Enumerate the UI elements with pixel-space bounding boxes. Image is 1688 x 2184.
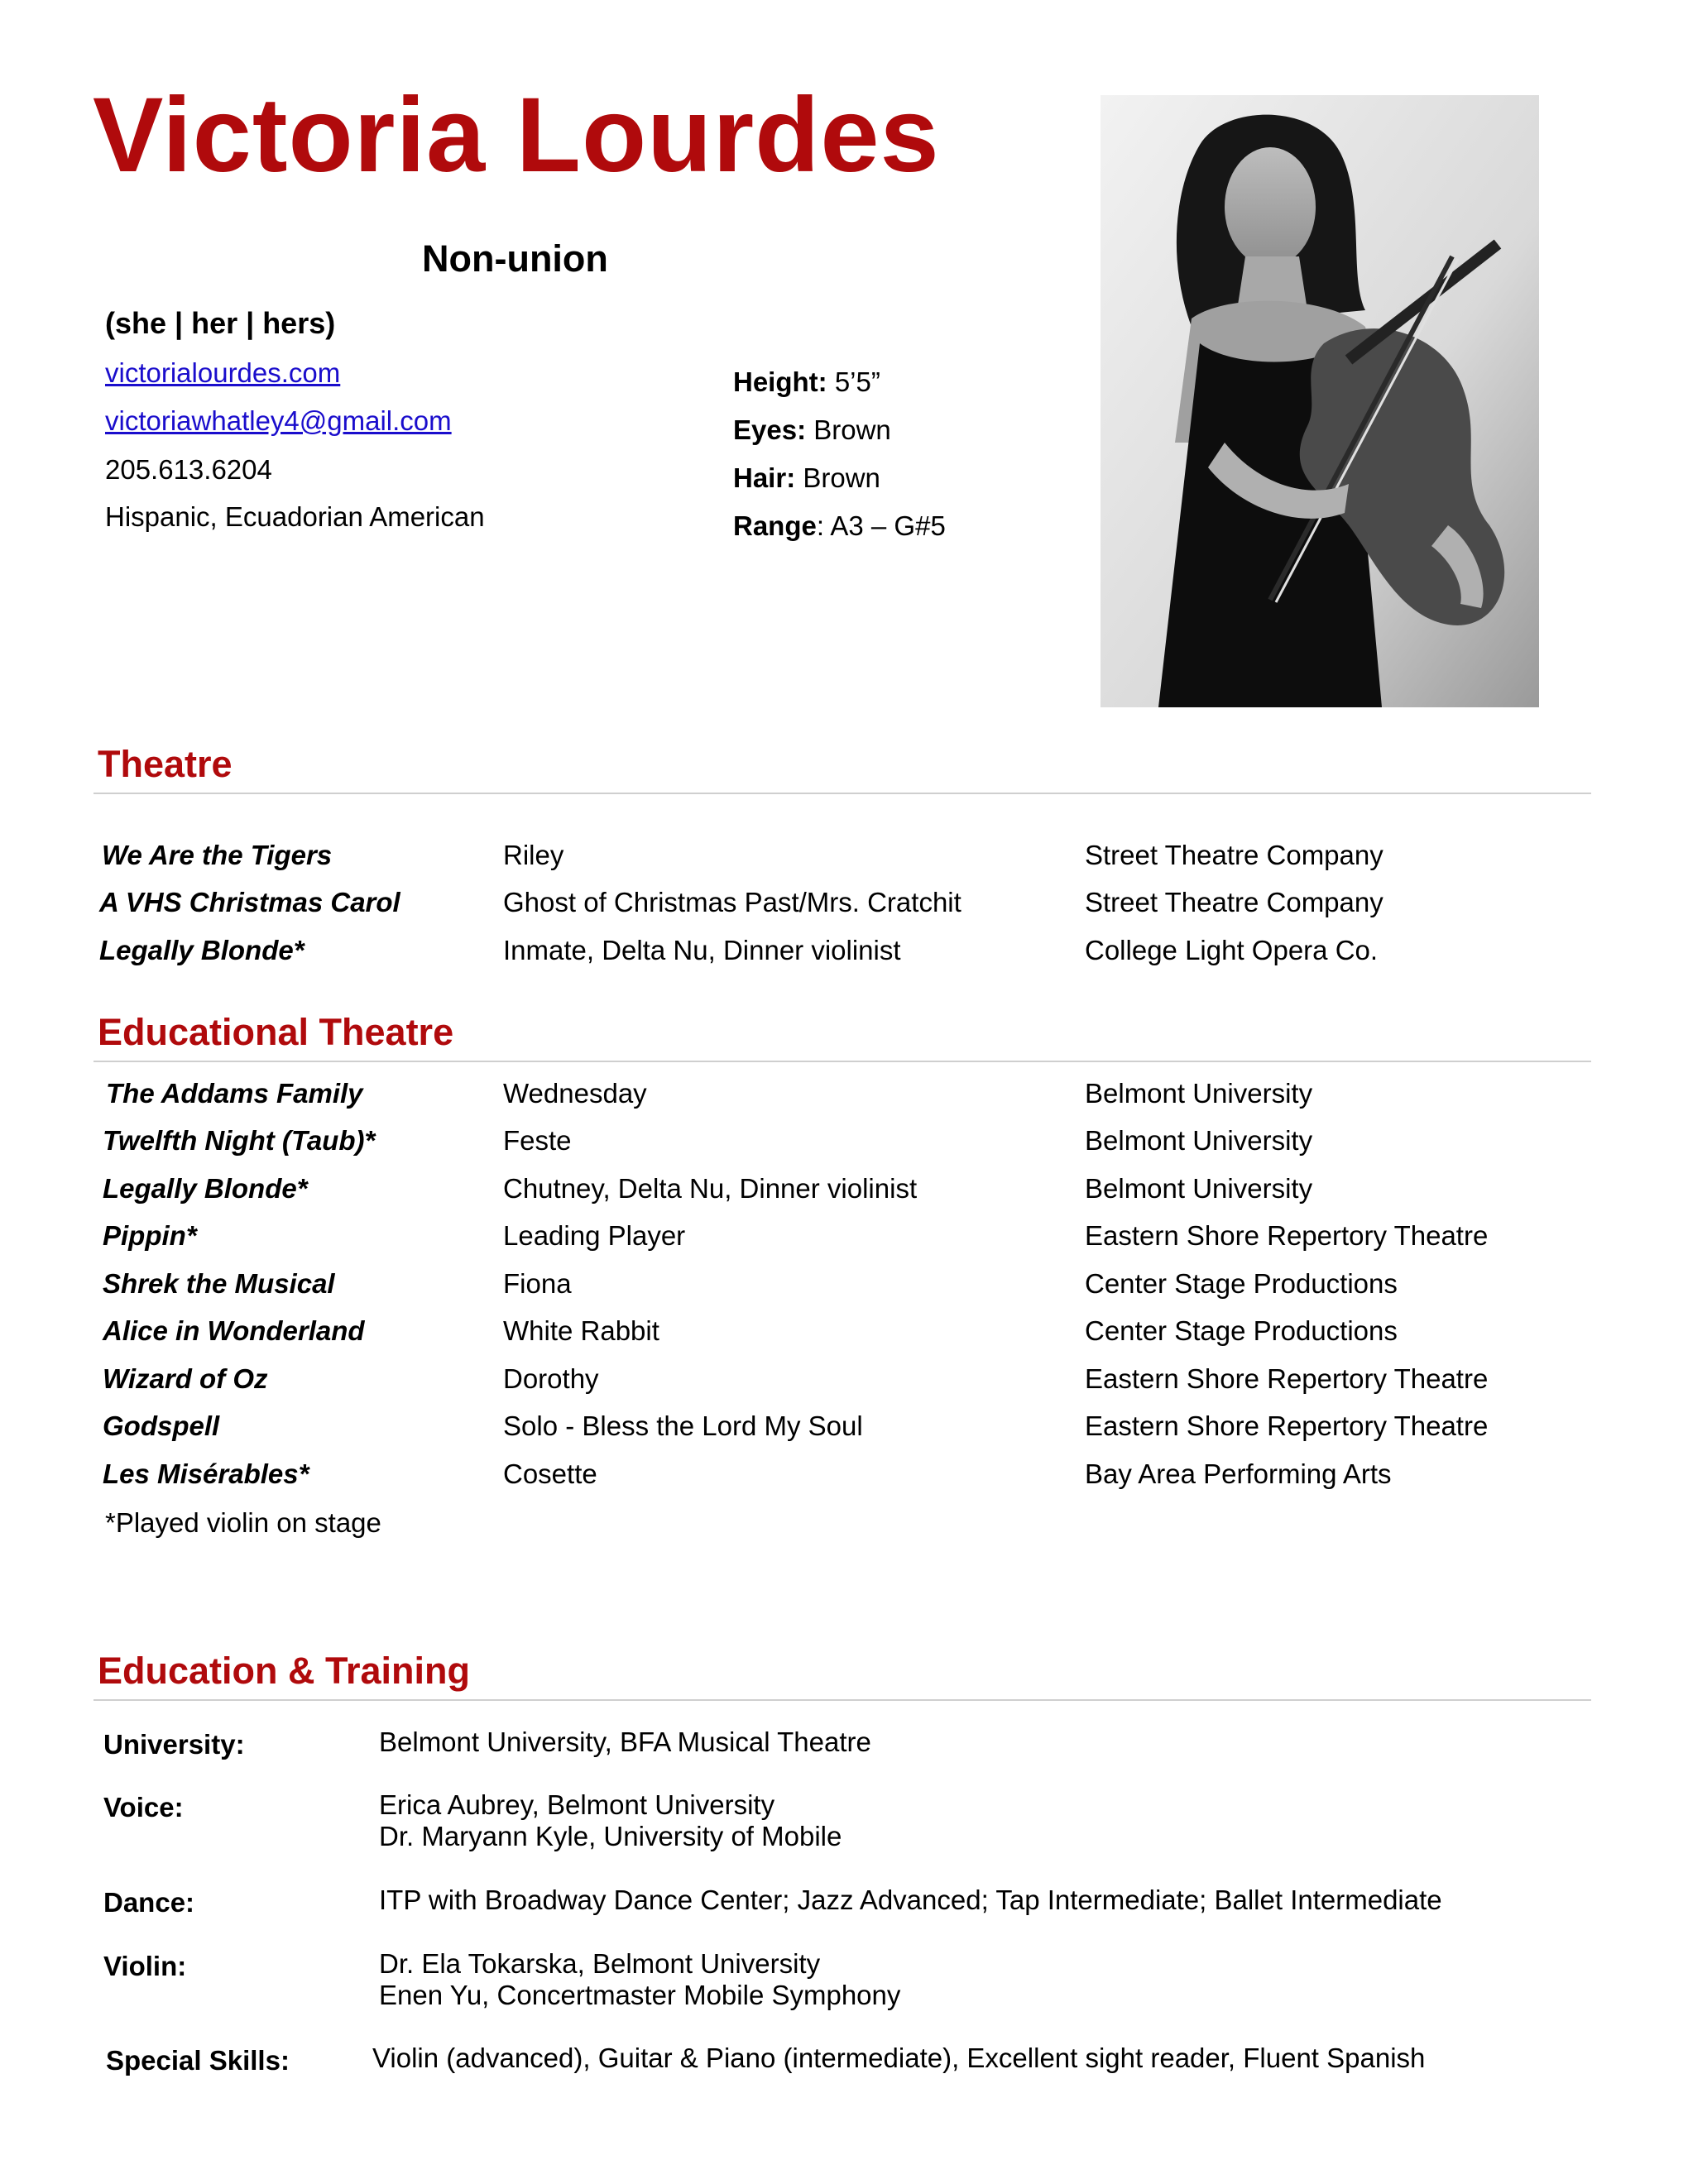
credit-company: Bay Area Performing Arts	[1085, 1458, 1392, 1489]
credit-role: Leading Player	[503, 1220, 686, 1251]
education-heading: Education & Training	[98, 1650, 471, 1692]
theatre-divider	[94, 793, 1591, 794]
credit-row	[0, 1363, 1688, 1405]
range-value: : A3 – G#5	[816, 510, 946, 541]
phone-number: 205.613.6204	[105, 454, 272, 485]
credit-company: College Light Opera Co.	[1085, 935, 1379, 965]
credit-role: Feste	[503, 1125, 572, 1156]
credit-show: We Are the Tigers	[102, 840, 333, 870]
credit-company: Center Stage Productions	[1085, 1315, 1398, 1346]
credit-row	[0, 1220, 1688, 1262]
credit-role: Chutney, Delta Nu, Dinner violinist	[503, 1173, 918, 1204]
eyes-stat	[733, 414, 891, 446]
range-stat	[733, 510, 946, 542]
credit-show: Wizard of Oz	[103, 1363, 268, 1394]
credit-company: Belmont University	[1085, 1125, 1313, 1156]
dance-text: ITP with Broadway Dance Center; Jazz Advanced; Tap Intermediate; Ballet Intermediate	[379, 1885, 1442, 1915]
credit-company: Eastern Shore Repertory Theatre	[1085, 1363, 1489, 1394]
university-label: University:	[103, 1729, 245, 1760]
credit-show: Legally Blonde*	[99, 935, 305, 965]
credit-row	[0, 1268, 1688, 1310]
credit-row	[0, 1125, 1688, 1166]
actor-name: Victoria Lourdes	[93, 76, 940, 194]
credit-row	[0, 935, 1688, 976]
educational-theatre-divider	[94, 1061, 1591, 1062]
website-link[interactable]: victorialourdes.com	[105, 357, 341, 388]
credit-row	[0, 1458, 1688, 1500]
credit-show: The Addams Family	[106, 1078, 363, 1109]
union-status: Non-union	[422, 237, 608, 280]
hair-label: Hair:	[733, 462, 796, 493]
hair-value: Brown	[795, 462, 880, 493]
educational-theatre-heading: Educational Theatre	[98, 1011, 454, 1053]
violin-teacher-1: Dr. Ela Tokarska, Belmont University	[379, 1948, 821, 1979]
credit-role: Wednesday	[503, 1078, 647, 1109]
credit-show: Shrek the Musical	[103, 1268, 335, 1299]
credit-role: Ghost of Christmas Past/Mrs. Cratchit	[503, 887, 961, 917]
violin-label: Violin:	[103, 1951, 187, 1981]
headshot-illustration	[1101, 95, 1539, 707]
headshot-photo	[1101, 95, 1539, 707]
credit-role: Cosette	[503, 1458, 597, 1489]
credit-company: Center Stage Productions	[1085, 1268, 1398, 1299]
credit-role: Fiona	[503, 1268, 572, 1299]
credit-row	[0, 1078, 1688, 1119]
ethnicity: Hispanic, Ecuadorian American	[105, 501, 485, 532]
credit-role: Inmate, Delta Nu, Dinner violinist	[503, 935, 901, 965]
credit-show: Twelfth Night (Taub)*	[103, 1125, 376, 1156]
pronouns: (she | her | hers)	[105, 306, 336, 340]
voice-teacher-1: Erica Aubrey, Belmont University	[379, 1789, 775, 1820]
credit-company: Belmont University	[1085, 1078, 1313, 1109]
credit-row	[0, 1315, 1688, 1357]
special-skills-label: Special Skills:	[106, 2045, 290, 2076]
theatre-heading: Theatre	[98, 743, 233, 785]
height-stat	[733, 366, 880, 398]
voice-teacher-2: Dr. Maryann Kyle, University of Mobile	[379, 1821, 842, 1851]
credit-role: Riley	[503, 840, 564, 870]
credit-row	[0, 1173, 1688, 1214]
credit-company: Street Theatre Company	[1085, 840, 1383, 870]
range-label: Range	[733, 510, 817, 541]
credit-company: Eastern Shore Repertory Theatre	[1085, 1410, 1489, 1441]
university-text: Belmont University, BFA Musical Theatre	[379, 1727, 871, 1757]
voice-label: Voice:	[103, 1792, 184, 1822]
credit-show: A VHS Christmas Carol	[99, 887, 400, 917]
credit-show: Pippin*	[103, 1220, 197, 1251]
credit-role: Solo - Bless the Lord My Soul	[503, 1410, 863, 1441]
credit-row	[0, 1410, 1688, 1452]
height-label: Height:	[733, 366, 827, 397]
violin-footnote: *Played violin on stage	[105, 1507, 381, 1538]
credit-show: Alice in Wonderland	[103, 1315, 365, 1346]
credit-company: Street Theatre Company	[1085, 887, 1383, 917]
credit-show: Legally Blonde*	[103, 1173, 308, 1204]
eyes-value: Brown	[806, 414, 891, 445]
violin-teacher-2: Enen Yu, Concertmaster Mobile Symphony	[379, 1980, 901, 2010]
credit-company: Eastern Shore Repertory Theatre	[1085, 1220, 1489, 1251]
credit-show: Godspell	[103, 1410, 220, 1441]
credit-show: Les Misérables*	[103, 1458, 309, 1489]
dance-label: Dance:	[103, 1887, 195, 1918]
credit-company: Belmont University	[1085, 1173, 1313, 1204]
credit-row	[0, 887, 1688, 928]
education-divider	[94, 1699, 1591, 1701]
hair-stat	[733, 462, 880, 494]
eyes-label: Eyes:	[733, 414, 807, 445]
email-link[interactable]: victoriawhatley4@gmail.com	[105, 405, 452, 436]
credit-row	[0, 840, 1688, 881]
credit-role: Dorothy	[503, 1363, 599, 1394]
special-skills-text: Violin (advanced), Guitar & Piano (intermediate), Excellent sight reader, Fluent Spanish	[372, 2043, 1426, 2073]
height-value: 5’5”	[827, 366, 880, 397]
credit-role: White Rabbit	[503, 1315, 659, 1346]
